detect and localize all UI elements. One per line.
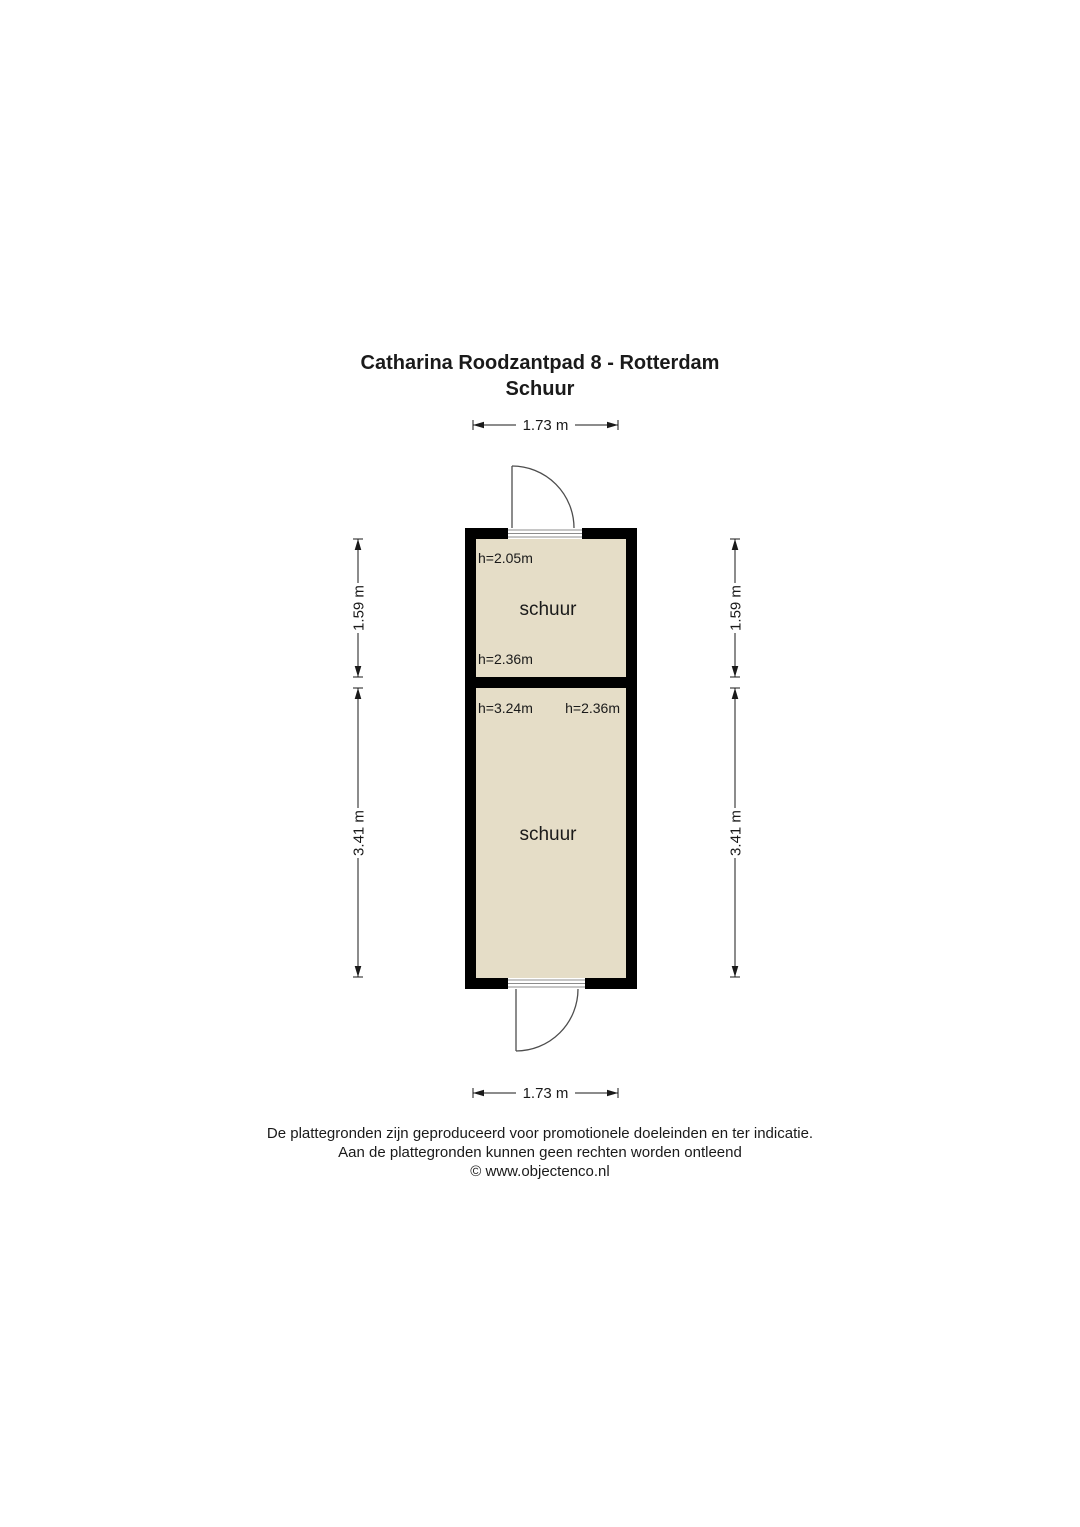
dim-right-upper-label: 1.59 m <box>727 585 745 631</box>
dimension-left-lower <box>350 688 367 977</box>
door-top-swing-arc <box>512 466 574 528</box>
wall-right <box>626 528 637 989</box>
dim-right-lower-label: 3.41 m <box>727 810 745 856</box>
dim-top-arrow-right <box>607 422 618 429</box>
dim-right-upper-arrow-bottom <box>732 666 739 677</box>
dim-bottom-label: 1.73 m <box>522 1085 569 1102</box>
dim-left-upper-label: 1.59 m <box>350 585 368 631</box>
wall-bottom-left-segment <box>465 978 508 989</box>
room-lower-height-right: h=2.36m <box>565 700 620 716</box>
door-top <box>512 466 574 528</box>
dim-bottom-arrow-right <box>607 1090 618 1097</box>
dimension-right-upper <box>727 539 744 677</box>
room-upper-label: schuur <box>519 599 577 620</box>
dimension-top <box>473 417 618 434</box>
door-bottom-swing-arc <box>516 989 578 1051</box>
page-title: Catharina Roodzantpad 8 - Rotterdam <box>360 352 720 374</box>
wall-middle <box>465 677 637 688</box>
dimension-bottom <box>473 1085 618 1102</box>
room-lower-height-left: h=3.24m <box>478 700 533 716</box>
dim-right-lower-arrow-bottom <box>732 966 739 977</box>
dim-left-lower-arrow-top <box>355 688 362 699</box>
dim-top-label: 1.73 m <box>522 417 569 434</box>
room-upper-height-bottom: h=2.36m <box>478 651 533 667</box>
dim-top-arrow-left <box>473 422 484 429</box>
dim-left-upper-arrow-top <box>355 539 362 550</box>
disclaimer-block <box>0 1124 1080 1181</box>
wall-left <box>465 528 476 989</box>
dim-left-lower-label: 3.41 m <box>350 810 368 856</box>
dim-right-lower-arrow-top <box>732 688 739 699</box>
page-subtitle: Schuur <box>505 378 575 400</box>
room-upper-height-top: h=2.05m <box>478 550 533 566</box>
dimension-right-lower <box>727 688 744 977</box>
dim-bottom-arrow-left <box>473 1090 484 1097</box>
room-lower-label: schuur <box>519 824 577 845</box>
copyright-line: © www.objectenco.nl <box>470 1163 610 1180</box>
dim-right-upper-arrow-top <box>732 539 739 550</box>
dimension-left-upper <box>350 539 367 677</box>
wall-bottom-right-segment <box>585 978 637 989</box>
disclaimer-line-2: Aan de plattegronden kunnen geen rechten worden ontleend <box>338 1144 742 1161</box>
dim-left-lower-arrow-bottom <box>355 966 362 977</box>
door-bottom <box>516 989 578 1051</box>
disclaimer-line-1: De plattegronden zijn geproduceerd voor promotionele doeleinden en ter indicatie. <box>266 1125 814 1142</box>
dim-left-upper-arrow-bottom <box>355 666 362 677</box>
